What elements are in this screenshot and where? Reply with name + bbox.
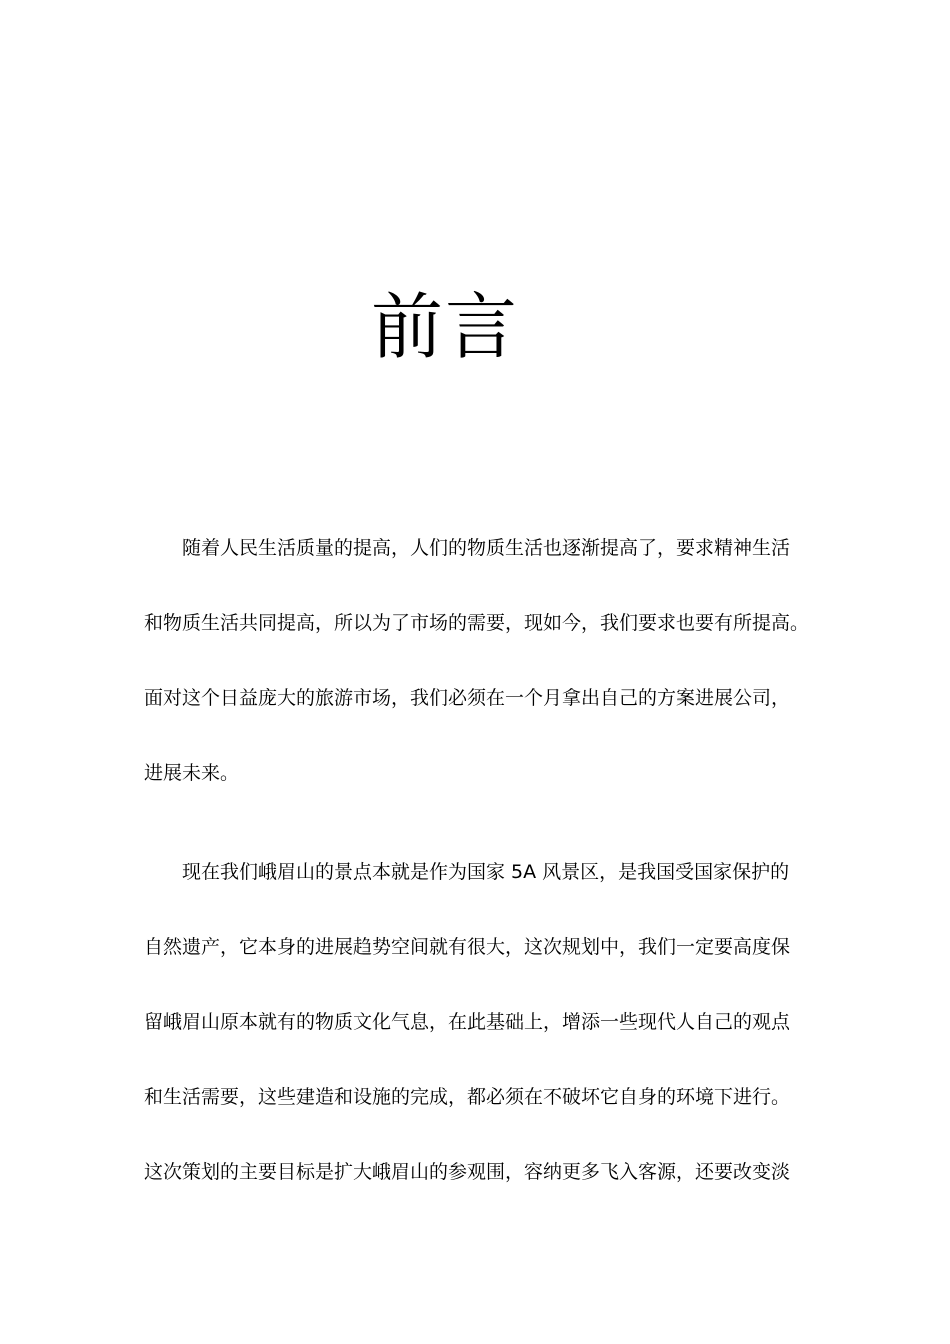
paragraph-line: 自然遗产，它本身的进展趋势空间就有很大，这次规划中，我们一定要高度保 [144,936,791,958]
paragraph-line: 进展未来。 [144,762,240,784]
paragraph-line: 这次策划的主要目标是扩大峨眉山的参观围，容纳更多飞入客源，还要改变淡 [144,1161,791,1183]
paragraph-line: 现在我们峨眉山的景点本就是作为国家 5A 风景区，是我国受国家保护的 [182,861,790,883]
paragraph-line: 面对这个日益庞大的旅游市场，我们必须在一个月拿出自己的方案进展公司， [144,687,791,709]
body-text [144,526,814,1225]
paragraph-spacer [144,826,814,850]
paragraph-line: 留峨眉山原本就有的物质文化气息，在此基础上，增添一些现代人自己的观点 [144,1011,791,1033]
paragraph-line: 随着人民生活质量的提高，人们的物质生活也逐渐提高了，要求精神生活 [182,537,791,559]
paragraph-1 [144,526,814,826]
paragraph-line: 和物质生活共同提高，所以为了市场的需要，现如今，我们要求也要有所提高。 [144,612,810,634]
page-title: 前言 [370,285,519,369]
paragraph-line: 和生活需要，这些建造和设施的完成，都必须在不破坏它自身的环境下进行。 [144,1086,791,1108]
paragraph-2 [144,850,814,1225]
